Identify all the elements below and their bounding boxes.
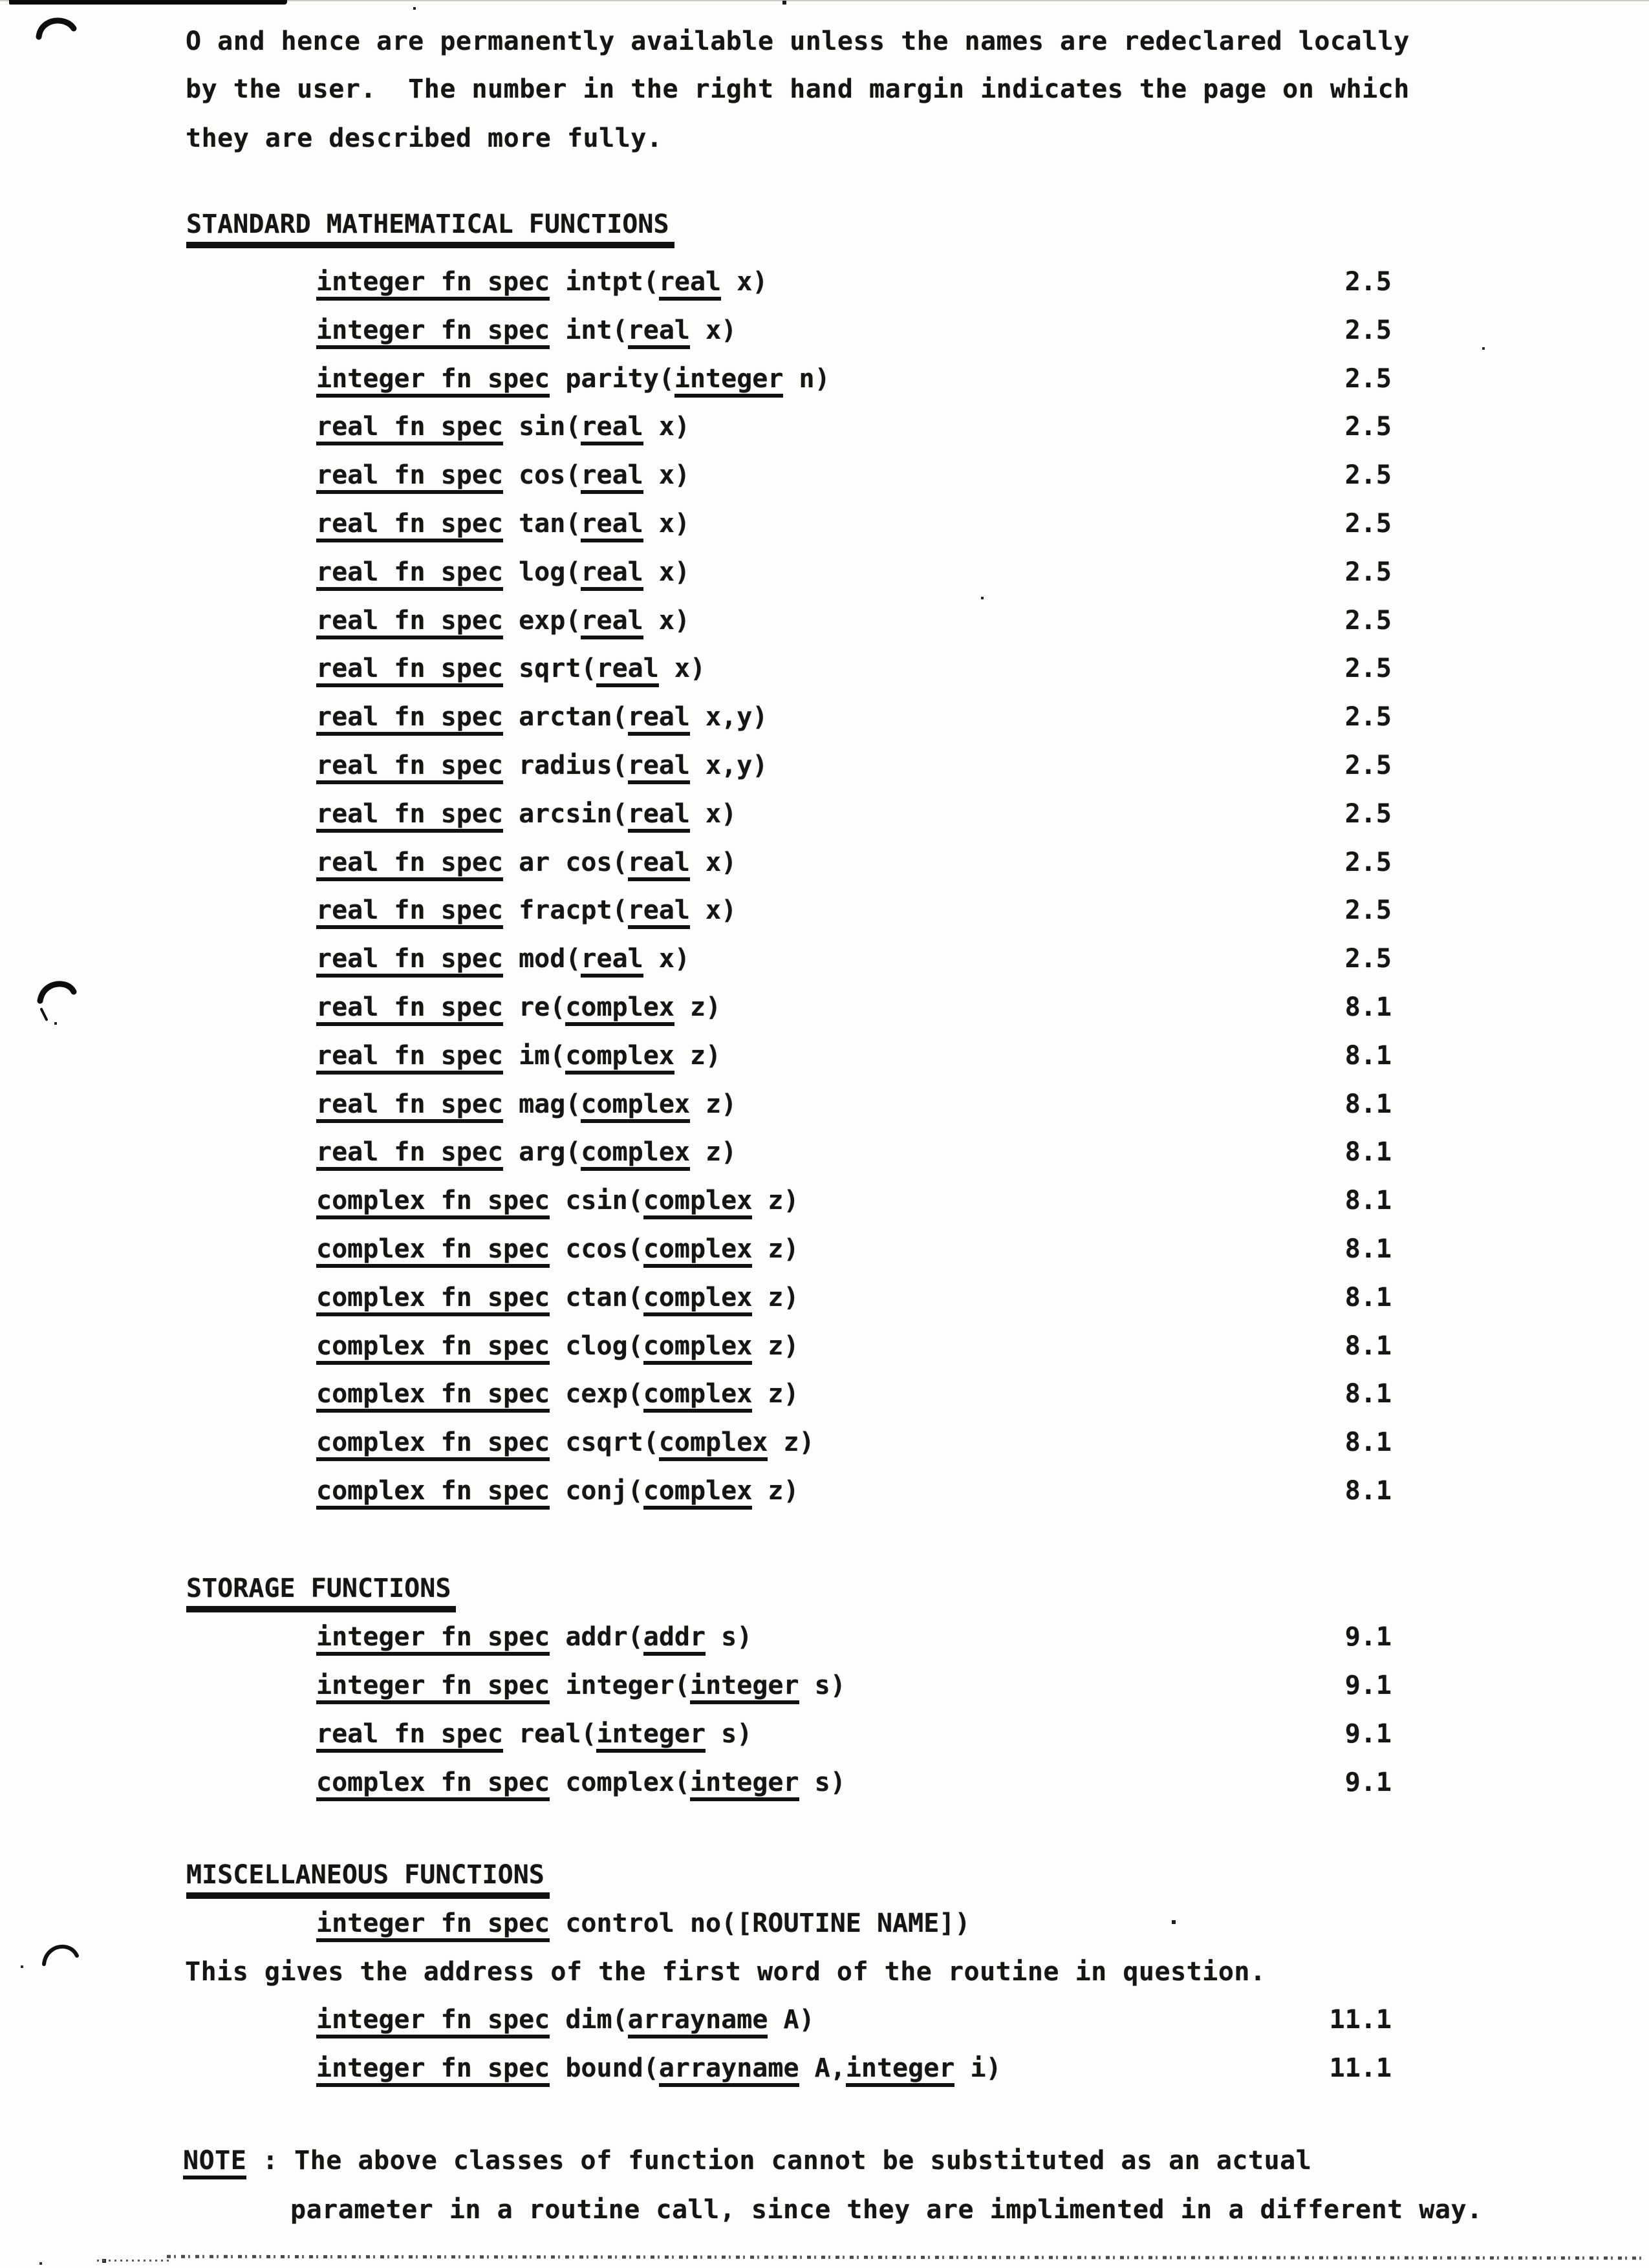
signature-text: x) — [658, 654, 706, 684]
function-signature — [316, 1188, 799, 1219]
signature-text: z) — [674, 1040, 722, 1071]
signature-text: x,y) — [689, 702, 768, 733]
signature-text: s) — [799, 1768, 846, 1797]
underlined-keyword: complex — [643, 1285, 753, 1316]
signature-text: fracpt( — [502, 895, 628, 926]
signature-text: z) — [674, 992, 722, 1022]
intro-line: they are described more fully. — [186, 123, 663, 153]
signature-text: n) — [783, 363, 830, 394]
section-heading — [186, 211, 674, 248]
function-entry-row — [0, 847, 1649, 881]
section-title: STORAGE FUNCTIONS — [186, 1576, 456, 1612]
underlined-keyword: real fn spec — [316, 1139, 503, 1171]
underlined-keyword: real — [659, 269, 721, 301]
underlined-keyword: complex fn spec — [316, 1478, 550, 1510]
underlined-keyword: complex fn spec — [316, 1770, 550, 1801]
signature-text: s) — [799, 1671, 846, 1700]
underlined-keyword: arrayname — [628, 2007, 768, 2038]
function-entry-row — [0, 2007, 1649, 2038]
function-entry-row — [0, 1139, 1649, 1171]
signature-text: A) — [768, 2005, 815, 2035]
function-entry-row — [0, 1040, 1649, 1075]
function-entry-row — [0, 1236, 1649, 1268]
underlined-keyword: complex — [565, 994, 674, 1026]
function-signature — [316, 2007, 815, 2038]
function-signature — [316, 897, 737, 929]
signature-text: x) — [689, 315, 737, 345]
function-entry-row — [0, 363, 1649, 398]
underlined-keyword: complex fn spec — [316, 1188, 550, 1219]
underlined-keyword: complex — [581, 1139, 690, 1171]
function-signature — [316, 798, 737, 833]
function-signature — [316, 946, 690, 978]
page-reference: 2.5 — [1344, 557, 1392, 587]
signature-text: z) — [768, 1428, 815, 1458]
signature-text: tan( — [502, 509, 581, 539]
signature-text: radius( — [502, 751, 628, 780]
signature-text: real( — [502, 1719, 597, 1749]
underlined-keyword: real fn spec — [316, 1721, 503, 1753]
function-signature — [316, 1091, 737, 1123]
signature-text: x) — [643, 605, 690, 636]
underlined-keyword: real — [581, 559, 643, 591]
function-entry-row — [0, 605, 1649, 639]
signature-text: complex( — [550, 1768, 690, 1797]
page-reference: 2.5 — [1344, 654, 1392, 684]
signature-text: exp( — [502, 605, 581, 636]
page-reference: 2.5 — [1344, 509, 1392, 539]
function-signature — [316, 1282, 799, 1316]
signature-text: mag( — [502, 1089, 581, 1119]
underlined-keyword: complex — [643, 1333, 753, 1365]
function-signature — [316, 605, 690, 639]
page-reference: 8.1 — [1344, 1428, 1392, 1458]
function-entry-row — [0, 559, 1649, 591]
function-entry-row — [0, 798, 1649, 833]
page-reference: 8.1 — [1344, 1137, 1392, 1168]
signature-text: control no([ROUTINE NAME]) — [550, 1909, 971, 1938]
function-signature — [316, 1429, 815, 1461]
page-reference: 2.5 — [1344, 605, 1392, 636]
signature-text: re( — [502, 992, 566, 1022]
page-reference: 9.1 — [1344, 1768, 1392, 1797]
function-signature — [316, 1624, 752, 1656]
underlined-keyword: real fn spec — [316, 994, 503, 1026]
underlined-keyword: complex — [643, 1188, 753, 1219]
underlined-keyword: integer fn spec — [316, 1910, 550, 1942]
signature-text: log( — [502, 557, 581, 587]
function-signature — [316, 1910, 970, 1942]
underlined-keyword: real fn spec — [316, 511, 503, 542]
underlined-keyword: real — [628, 704, 690, 736]
page-reference: 2.5 — [1344, 363, 1392, 394]
underlined-keyword: integer fn spec — [316, 2055, 550, 2087]
page-reference: 2.5 — [1344, 412, 1392, 442]
scan-noise-band-left — [97, 2260, 169, 2262]
underlined-keyword: integer fn spec — [316, 2007, 550, 2038]
function-signature — [316, 656, 706, 687]
function-signature — [316, 1721, 752, 1753]
underlined-keyword: integer fn spec — [316, 1624, 550, 1656]
function-entry-row — [0, 511, 1649, 542]
intro-line: by the user. The number in the right hand margin indicates the page on which — [186, 74, 1410, 104]
page-reference: 8.1 — [1344, 1186, 1392, 1216]
underlined-keyword: real — [581, 511, 643, 542]
function-entry-row — [0, 2055, 1649, 2087]
underlined-keyword: integer — [690, 1673, 799, 1704]
signature-text: z) — [752, 1234, 799, 1264]
underlined-keyword: real fn spec — [316, 946, 503, 978]
signature-text: s) — [706, 1719, 753, 1749]
body-text-line: This gives the address of the first word of the routine in question. — [185, 1956, 1266, 1987]
function-entry-row — [0, 1721, 1649, 1753]
underlined-keyword: real fn spec — [316, 897, 503, 929]
function-entry-row — [0, 1381, 1649, 1413]
note-text: : The above classes of function cannot be substituted as an actual — [246, 2146, 1312, 2176]
function-signature — [316, 462, 690, 494]
underlined-keyword: complex fn spec — [316, 1429, 550, 1461]
signature-text: sqrt( — [502, 654, 597, 684]
signature-text: im( — [502, 1040, 566, 1071]
function-entry-row — [0, 1478, 1649, 1510]
signature-text: z) — [689, 1137, 737, 1168]
page-reference: 8.1 — [1344, 1379, 1392, 1409]
underlined-keyword: real — [581, 462, 643, 494]
function-entry-row — [0, 1429, 1649, 1461]
page-reference: 9.1 — [1344, 1622, 1392, 1652]
page-reference: 2.5 — [1344, 798, 1392, 829]
function-signature — [316, 753, 768, 784]
underlined-keyword: real fn spec — [316, 753, 503, 784]
signature-text: z) — [752, 1331, 799, 1361]
signature-text: addr( — [550, 1622, 643, 1652]
note-line-2: parameter in a routine call, since they are implimented in a different way. — [290, 2195, 1483, 2225]
page-reference: 8.1 — [1344, 1282, 1392, 1312]
function-signature — [316, 1236, 799, 1268]
function-entry-row — [0, 1333, 1649, 1365]
signature-text: arg( — [502, 1137, 581, 1168]
underlined-keyword: integer fn spec — [316, 366, 550, 398]
function-entry-row — [0, 704, 1649, 736]
underlined-keyword: real — [581, 414, 643, 445]
function-entry-row — [0, 656, 1649, 687]
signature-text: ar cos( — [502, 847, 628, 877]
underlined-keyword: real — [628, 850, 690, 881]
signature-text: int( — [550, 315, 628, 345]
function-entry-row — [0, 1770, 1649, 1801]
function-signature — [316, 317, 737, 349]
page-reference: 2.5 — [1344, 460, 1392, 491]
underlined-keyword: complex fn spec — [316, 1333, 550, 1365]
function-entry-row — [0, 317, 1649, 349]
signature-text: dim( — [550, 2005, 628, 2035]
signature-text: A, — [799, 2053, 846, 2084]
signature-text: sin( — [502, 412, 581, 442]
signature-text: z) — [752, 1282, 799, 1312]
signature-text: integer( — [550, 1671, 690, 1700]
function-signature — [316, 559, 690, 591]
signature-text: cexp( — [550, 1379, 643, 1409]
function-signature — [316, 1478, 799, 1510]
underlined-keyword: arrayname — [659, 2055, 799, 2087]
page-reference: 2.5 — [1344, 895, 1392, 926]
section-title: STANDARD MATHEMATICAL FUNCTIONS — [186, 211, 674, 248]
page-reference: 2.5 — [1344, 751, 1392, 780]
underlined-keyword: complex — [659, 1429, 768, 1461]
signature-text: mod( — [502, 944, 581, 974]
function-entry-row — [0, 414, 1649, 445]
underlined-keyword: complex — [581, 1091, 690, 1123]
function-entry-row — [0, 1188, 1649, 1219]
underlined-keyword: real — [628, 801, 690, 833]
signature-text: x) — [643, 460, 690, 491]
page-reference: 8.1 — [1344, 1476, 1392, 1506]
signature-text: x) — [689, 847, 737, 877]
underlined-keyword: real — [628, 753, 690, 784]
underlined-keyword: real — [581, 946, 643, 978]
signature-text: s) — [706, 1622, 753, 1652]
function-signature — [316, 1139, 737, 1171]
page-reference: 11.1 — [1329, 2005, 1392, 2035]
underlined-keyword: addr — [643, 1624, 706, 1656]
page-reference: 2.5 — [1344, 847, 1392, 877]
function-signature — [316, 994, 721, 1026]
section-heading — [186, 1576, 456, 1612]
function-signature — [316, 414, 690, 445]
signature-text: z) — [689, 1089, 737, 1119]
underlined-keyword: complex — [565, 1043, 674, 1075]
signature-text: conj( — [550, 1476, 643, 1506]
underlined-keyword: integer fn spec — [316, 317, 550, 349]
signature-text: arcsin( — [502, 798, 628, 829]
signature-text: bound( — [550, 2053, 659, 2084]
function-signature — [316, 847, 737, 881]
signature-text: clog( — [550, 1331, 643, 1361]
signature-text: i) — [954, 2053, 1002, 2084]
underlined-keyword: real — [628, 317, 690, 349]
signature-text: csin( — [550, 1186, 643, 1216]
underlined-keyword: integer — [596, 1721, 706, 1753]
signature-text: x) — [643, 412, 690, 442]
underlined-keyword: real fn spec — [316, 1091, 503, 1123]
function-signature — [316, 1040, 722, 1075]
underlined-keyword: real fn spec — [316, 704, 503, 736]
signature-text: x) — [643, 944, 690, 974]
signature-text: ctan( — [550, 1282, 643, 1312]
underlined-keyword: real fn spec — [316, 656, 503, 687]
function-entry-row — [0, 1624, 1649, 1656]
signature-text: x) — [689, 895, 737, 926]
function-entry-row — [0, 269, 1649, 301]
signature-text: cos( — [502, 460, 581, 491]
underlined-keyword: integer — [690, 1770, 799, 1801]
page-reference: 8.1 — [1344, 1040, 1392, 1071]
underlined-keyword: integer — [674, 366, 784, 398]
underlined-keyword: real — [628, 897, 690, 929]
page-reference: 2.5 — [1344, 315, 1392, 345]
page-reference: 2.5 — [1344, 267, 1392, 297]
page-reference: 9.1 — [1344, 1719, 1392, 1749]
function-entry-row — [0, 1673, 1649, 1704]
underlined-keyword: real fn spec — [316, 1043, 503, 1075]
underlined-keyword: real fn spec — [316, 462, 503, 494]
signature-text: arctan( — [502, 702, 628, 733]
underlined-keyword: real — [596, 656, 658, 687]
note-label: NOTE — [183, 2148, 246, 2179]
underlined-keyword: complex — [643, 1478, 753, 1510]
page-reference: 8.1 — [1344, 1234, 1392, 1264]
page-reference: 8.1 — [1344, 992, 1392, 1022]
section-title: MISCELLANEOUS FUNCTIONS — [186, 1862, 550, 1899]
function-entry-row — [0, 1282, 1649, 1316]
function-signature — [316, 363, 830, 398]
underlined-keyword: complex fn spec — [316, 1285, 550, 1316]
function-signature — [316, 1333, 799, 1365]
function-entry-row — [0, 946, 1649, 978]
page-reference: 2.5 — [1344, 702, 1392, 733]
page-reference: 11.1 — [1329, 2053, 1392, 2084]
function-entry-row — [0, 753, 1649, 784]
signature-text: x,y) — [689, 751, 768, 780]
signature-text: z) — [752, 1379, 799, 1409]
signature-text: intpt( — [550, 267, 659, 297]
function-signature — [316, 1770, 846, 1801]
underlined-keyword: integer fn spec — [316, 269, 550, 301]
function-entry-row — [0, 1910, 1649, 1942]
underlined-keyword: integer fn spec — [316, 1673, 550, 1704]
underlined-keyword: real fn spec — [316, 850, 503, 881]
section-heading — [186, 1862, 550, 1899]
function-entry-row — [0, 994, 1649, 1026]
underlined-keyword: real fn spec — [316, 801, 503, 833]
signature-text: z) — [752, 1186, 799, 1216]
function-signature — [316, 1673, 846, 1704]
page-reference: 9.1 — [1344, 1671, 1392, 1700]
function-signature — [316, 2055, 1002, 2087]
function-signature — [316, 511, 690, 542]
function-entry-row — [0, 462, 1649, 494]
function-signature — [316, 1381, 799, 1413]
signature-text: x) — [643, 509, 690, 539]
intro-line: O and hence are permanently available unless the names are redeclared locally — [186, 27, 1410, 56]
signature-text: parity( — [550, 363, 674, 394]
signature-text: csqrt( — [550, 1428, 659, 1458]
signature-text: x) — [721, 267, 768, 297]
signature-text: x) — [689, 798, 737, 829]
function-signature — [316, 269, 768, 301]
page-reference: 8.1 — [1344, 1089, 1392, 1119]
underlined-keyword: real fn spec — [316, 608, 503, 639]
page-reference: 8.1 — [1344, 1331, 1392, 1361]
underlined-keyword: complex fn spec — [316, 1236, 550, 1268]
signature-text: z) — [752, 1476, 799, 1506]
function-signature — [316, 704, 768, 736]
underlined-keyword: real — [581, 608, 643, 639]
function-entry-row — [0, 897, 1649, 929]
underlined-keyword: complex fn spec — [316, 1381, 550, 1413]
signature-text: ccos( — [550, 1234, 643, 1264]
function-entry-row — [0, 1091, 1649, 1123]
underlined-keyword: real fn spec — [316, 414, 503, 445]
underlined-keyword: complex — [643, 1236, 753, 1268]
underlined-keyword: complex — [643, 1381, 753, 1413]
page-reference: 2.5 — [1344, 944, 1392, 974]
underlined-keyword: integer — [846, 2055, 955, 2087]
note-line-1 — [183, 2148, 1311, 2179]
signature-text: x) — [643, 557, 690, 587]
underlined-keyword: real fn spec — [316, 559, 503, 591]
